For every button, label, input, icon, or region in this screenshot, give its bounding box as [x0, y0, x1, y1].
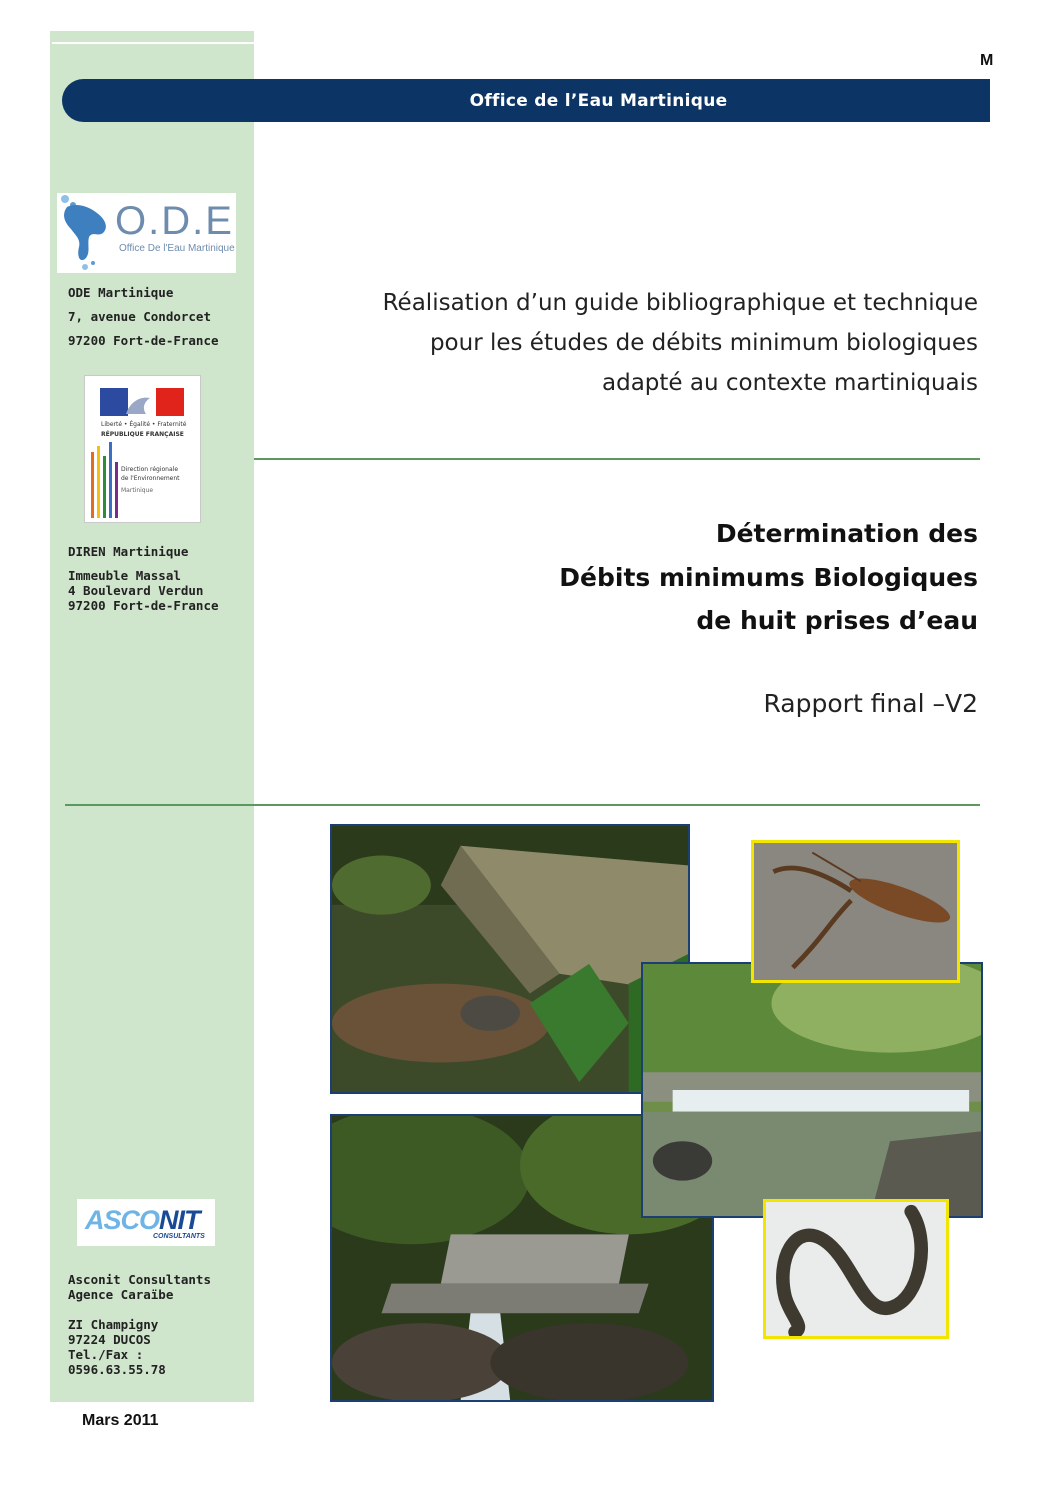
asconit-part1: ASCO [85, 1205, 160, 1235]
asconit-wordmark [85, 1205, 200, 1236]
asconit-sub: CONSULTANTS [153, 1233, 205, 1240]
martinique-island-icon [57, 193, 117, 273]
main-title-line: de huit prises d’eau [696, 606, 978, 635]
section-divider [254, 458, 980, 460]
guide-title [383, 283, 978, 403]
banner-title: Office de l’Eau Martinique [469, 90, 728, 111]
asconit-address-line: 97224 DUCOS [68, 1332, 151, 1347]
report-date: Mars 2011 [82, 1412, 159, 1429]
guide-title-line: adapté au contexte martiniquais [602, 370, 978, 396]
ministry-republic: RÉPUBLIQUE FRANÇAISE [101, 431, 184, 438]
asconit-address-line: ZI Champigny [68, 1317, 159, 1332]
asconit-address-line: Tel./Fax : [68, 1347, 144, 1362]
asconit-logo [77, 1199, 215, 1246]
directorate-line: Direction régionale [121, 466, 179, 473]
directorate-line: de l'Environnement [121, 475, 180, 482]
main-title-line: Détermination des [715, 519, 978, 548]
section-divider [65, 804, 980, 806]
diren-address-line: 97200 Fort-de-France [68, 598, 219, 613]
ode-acronym: O.D.E [115, 199, 234, 243]
main-title [559, 512, 978, 643]
ode-address-line: 97200 Fort-de-France [68, 333, 219, 348]
diren-logo [84, 375, 201, 523]
guide-title-line: Réalisation d’un guide bibliographique et technique [382, 290, 978, 316]
main-title-line: Débits minimums Biologiques [559, 562, 978, 592]
directorate-line: Martinique [121, 487, 154, 494]
photo-eel [763, 1199, 949, 1339]
asconit-address-line: Agence Caraïbe [68, 1287, 174, 1302]
report-version: Rapport final –V2 [763, 689, 978, 718]
header-banner [62, 79, 990, 122]
diren-address-line: Immeuble Massal [68, 568, 181, 583]
photo-weir-stream [330, 824, 690, 1094]
ode-address-line: ODE Martinique [68, 285, 174, 300]
ode-address-line: 7, avenue Condorcet [68, 309, 211, 324]
corner-letter: M [980, 52, 994, 69]
diren-address-line: 4 Boulevard Verdun [68, 583, 204, 598]
colored-stripes-icon [89, 442, 119, 522]
asconit-address-line: 0596.63.55.78 [68, 1362, 166, 1377]
photo-river-weir [641, 962, 983, 1218]
guide-title-line: pour les études de débits minimum biologiques [429, 330, 978, 356]
asconit-address-line: Asconit Consultants [68, 1272, 211, 1287]
ode-logo [57, 193, 236, 273]
diren-address-line: DIREN Martinique [68, 544, 189, 559]
ode-full-name: Office De l'Eau Martinique [119, 243, 235, 254]
asconit-part2: NIT [159, 1205, 200, 1235]
ministry-motto: Liberté • Égalité • Fraternité [101, 421, 187, 428]
sidebar-top-line [52, 42, 254, 44]
photo-freshwater-shrimp [751, 840, 960, 983]
